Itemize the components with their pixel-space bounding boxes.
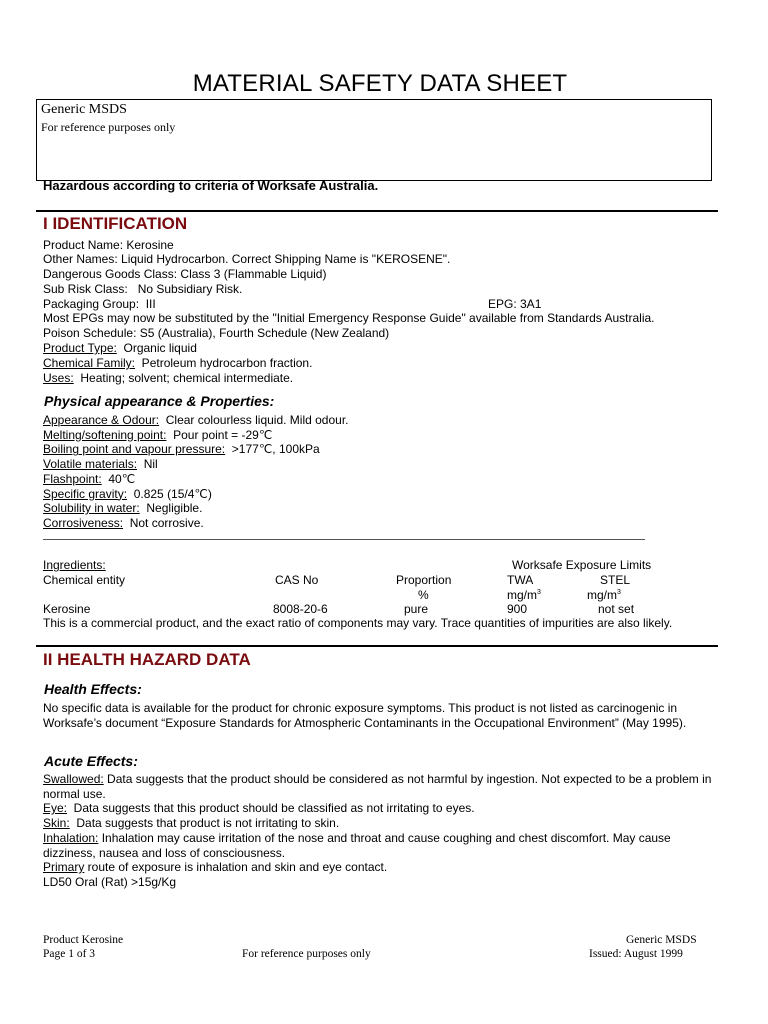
physical-property-value: Not corrosive. bbox=[123, 515, 204, 530]
physical-property-value: Pour point = -29℃ bbox=[166, 427, 273, 442]
physical-property-row bbox=[43, 442, 320, 456]
packaging-group: Packaging Group: III bbox=[43, 297, 156, 311]
physical-property-value: Negligible. bbox=[139, 501, 203, 516]
product-name: Product Name: Kerosine bbox=[43, 238, 174, 252]
skin-effect bbox=[43, 816, 723, 831]
epg-code: EPG: 3A1 bbox=[488, 297, 542, 311]
row-stel: not set bbox=[598, 602, 635, 616]
physical-property-row bbox=[43, 428, 272, 442]
product-type-value: Organic liquid bbox=[116, 341, 197, 355]
row-cas: 8008-20-6 bbox=[273, 602, 328, 616]
health-effects-heading: Health Effects: bbox=[44, 681, 142, 697]
ld50-value: LD50 Oral (Rat) >15g/Kg bbox=[43, 875, 177, 889]
chemical-family-value: Petroleum hydrocarbon fraction. bbox=[135, 356, 313, 370]
eye-text: Data suggests that this product should be classified as not irritating to eyes. bbox=[67, 801, 475, 815]
section-divider bbox=[36, 210, 718, 212]
physical-property-label: Specific gravity: bbox=[43, 486, 128, 501]
uses-value: Heating; solvent; chemical intermediate. bbox=[73, 371, 294, 385]
footer-reference-note: For reference purposes only bbox=[242, 948, 371, 960]
col-proportion-unit: % bbox=[418, 588, 429, 602]
inhalation-effect bbox=[43, 831, 723, 860]
header-box-generic-msds: Generic MSDS bbox=[41, 102, 127, 117]
eye-effect bbox=[43, 801, 723, 816]
swallowed-effect bbox=[43, 772, 723, 801]
row-entity: Kerosine bbox=[43, 602, 91, 616]
health-effects-text: No specific data is available for the product for chronic exposure symptoms. This product is not listed as carcinogenic in Worksafe’s document “Exposure Standards for Atmospheric Contaminants in the Occupational Environment” (May 1995). bbox=[43, 701, 687, 730]
section-heading-health-hazard: II HEALTH HAZARD DATA bbox=[43, 650, 251, 669]
primary-text: route of exposure is inhalation and skin and eye contact. bbox=[84, 860, 388, 874]
skin-label: Skin: bbox=[43, 816, 70, 830]
col-stel: STEL bbox=[600, 573, 631, 587]
chemical-family bbox=[43, 356, 312, 370]
twa-unit-exponent: 3 bbox=[537, 589, 541, 596]
physical-property-value: >177℃, 100kPa bbox=[225, 442, 320, 457]
other-names: Other Names: Liquid Hydrocarbon. Correct Shipping Name is "KEROSENE". bbox=[43, 252, 451, 266]
physical-property-label: Corrosiveness: bbox=[43, 515, 124, 530]
product-type-label: Product Type: bbox=[43, 341, 117, 355]
physical-property-label: Melting/softening point: bbox=[43, 427, 167, 442]
row-proportion: pure bbox=[404, 602, 429, 616]
primary-route bbox=[43, 860, 723, 875]
product-type bbox=[43, 341, 197, 355]
col-cas-no: CAS No bbox=[275, 573, 319, 587]
col-proportion: Proportion bbox=[396, 573, 452, 587]
stel-unit-exponent: 3 bbox=[617, 589, 621, 596]
section-divider bbox=[36, 645, 718, 647]
physical-property-value: 0.825 (15/4℃) bbox=[127, 486, 212, 501]
acute-effects-heading: Acute Effects: bbox=[44, 753, 138, 769]
document-title: MATERIAL SAFETY DATA SHEET bbox=[192, 70, 568, 97]
physical-property-label: Boiling point and vapour pressure: bbox=[43, 442, 226, 457]
col-chemical-entity: Chemical entity bbox=[43, 573, 126, 587]
physical-property-row bbox=[43, 457, 158, 471]
epg-note: Most EPGs may now be substituted by the "Initial Emergency Response Guide" available from Standards Australia. bbox=[43, 311, 655, 325]
col-stel-unit bbox=[587, 588, 621, 602]
physical-property-row bbox=[43, 487, 212, 501]
footer-page-number: Page 1 of 3 bbox=[43, 948, 96, 960]
physical-property-row bbox=[43, 472, 135, 486]
stel-unit-text: mg/m bbox=[587, 588, 617, 602]
col-twa: TWA bbox=[507, 573, 534, 587]
physical-property-label: Appearance & Odour: bbox=[43, 413, 160, 427]
section-heading-identification: I IDENTIFICATION bbox=[43, 214, 188, 233]
inhalation-text: Inhalation may cause irritation of the nose and throat and cause coughing and chest discomfort. May cause dizziness, nausea and loss of consciousness. bbox=[43, 831, 671, 860]
ingredients-note: This is a commercial product, and the exact ratio of components may vary. Trace quantities of impurities are also likely. bbox=[43, 616, 673, 630]
header-box bbox=[36, 99, 712, 181]
physical-properties-heading: Physical appearance & Properties: bbox=[44, 393, 275, 409]
dashed-divider bbox=[43, 539, 645, 540]
dangerous-goods-class: Dangerous Goods Class: Class 3 (Flammable Liquid) bbox=[43, 267, 327, 281]
physical-property-value: Nil bbox=[137, 457, 158, 472]
sub-risk-class: Sub Risk Class: No Subsidiary Risk. bbox=[43, 282, 243, 296]
physical-property-row bbox=[43, 516, 204, 530]
primary-label: Primary bbox=[43, 860, 85, 874]
footer-issued-date: Issued: August 1999 bbox=[589, 948, 683, 960]
exposure-limits-label: Worksafe Exposure Limits bbox=[512, 558, 652, 572]
physical-property-value: Clear colourless liquid. Mild odour. bbox=[159, 413, 349, 427]
uses bbox=[43, 371, 293, 385]
physical-property-value: 40℃ bbox=[101, 471, 136, 486]
row-twa: 900 bbox=[507, 602, 528, 616]
poison-schedule: Poison Schedule: S5 (Australia), Fourth Schedule (New Zealand) bbox=[43, 326, 390, 340]
header-box-reference-note: For reference purposes only bbox=[41, 120, 176, 134]
physical-property-label: Solubility in water: bbox=[43, 501, 140, 516]
twa-unit-text: mg/m bbox=[507, 588, 537, 602]
physical-property-row bbox=[43, 501, 202, 515]
eye-label: Eye: bbox=[43, 801, 68, 815]
swallowed-label: Swallowed: bbox=[43, 772, 104, 786]
physical-property-label: Flashpoint: bbox=[43, 471, 102, 486]
inhalation-label: Inhalation: bbox=[43, 831, 99, 845]
swallowed-text: Data suggests that the product should be considered as not harmful by ingestion. Not expected to be a problem in normal use. bbox=[43, 772, 712, 801]
physical-property-row bbox=[43, 413, 349, 427]
chemical-family-label: Chemical Family: bbox=[43, 356, 136, 370]
footer-product: Product Kerosine bbox=[43, 934, 124, 946]
uses-label: Uses: bbox=[43, 371, 74, 385]
footer-generic-msds: Generic MSDS bbox=[626, 934, 697, 946]
ingredients-label: Ingredients: bbox=[43, 558, 106, 572]
physical-property-label: Volatile materials: bbox=[43, 457, 138, 472]
hazardous-statement: Hazardous according to criteria of Worksafe Australia. bbox=[43, 178, 379, 193]
skin-text: Data suggests that product is not irritating to skin. bbox=[69, 816, 340, 830]
col-twa-unit bbox=[507, 588, 541, 602]
